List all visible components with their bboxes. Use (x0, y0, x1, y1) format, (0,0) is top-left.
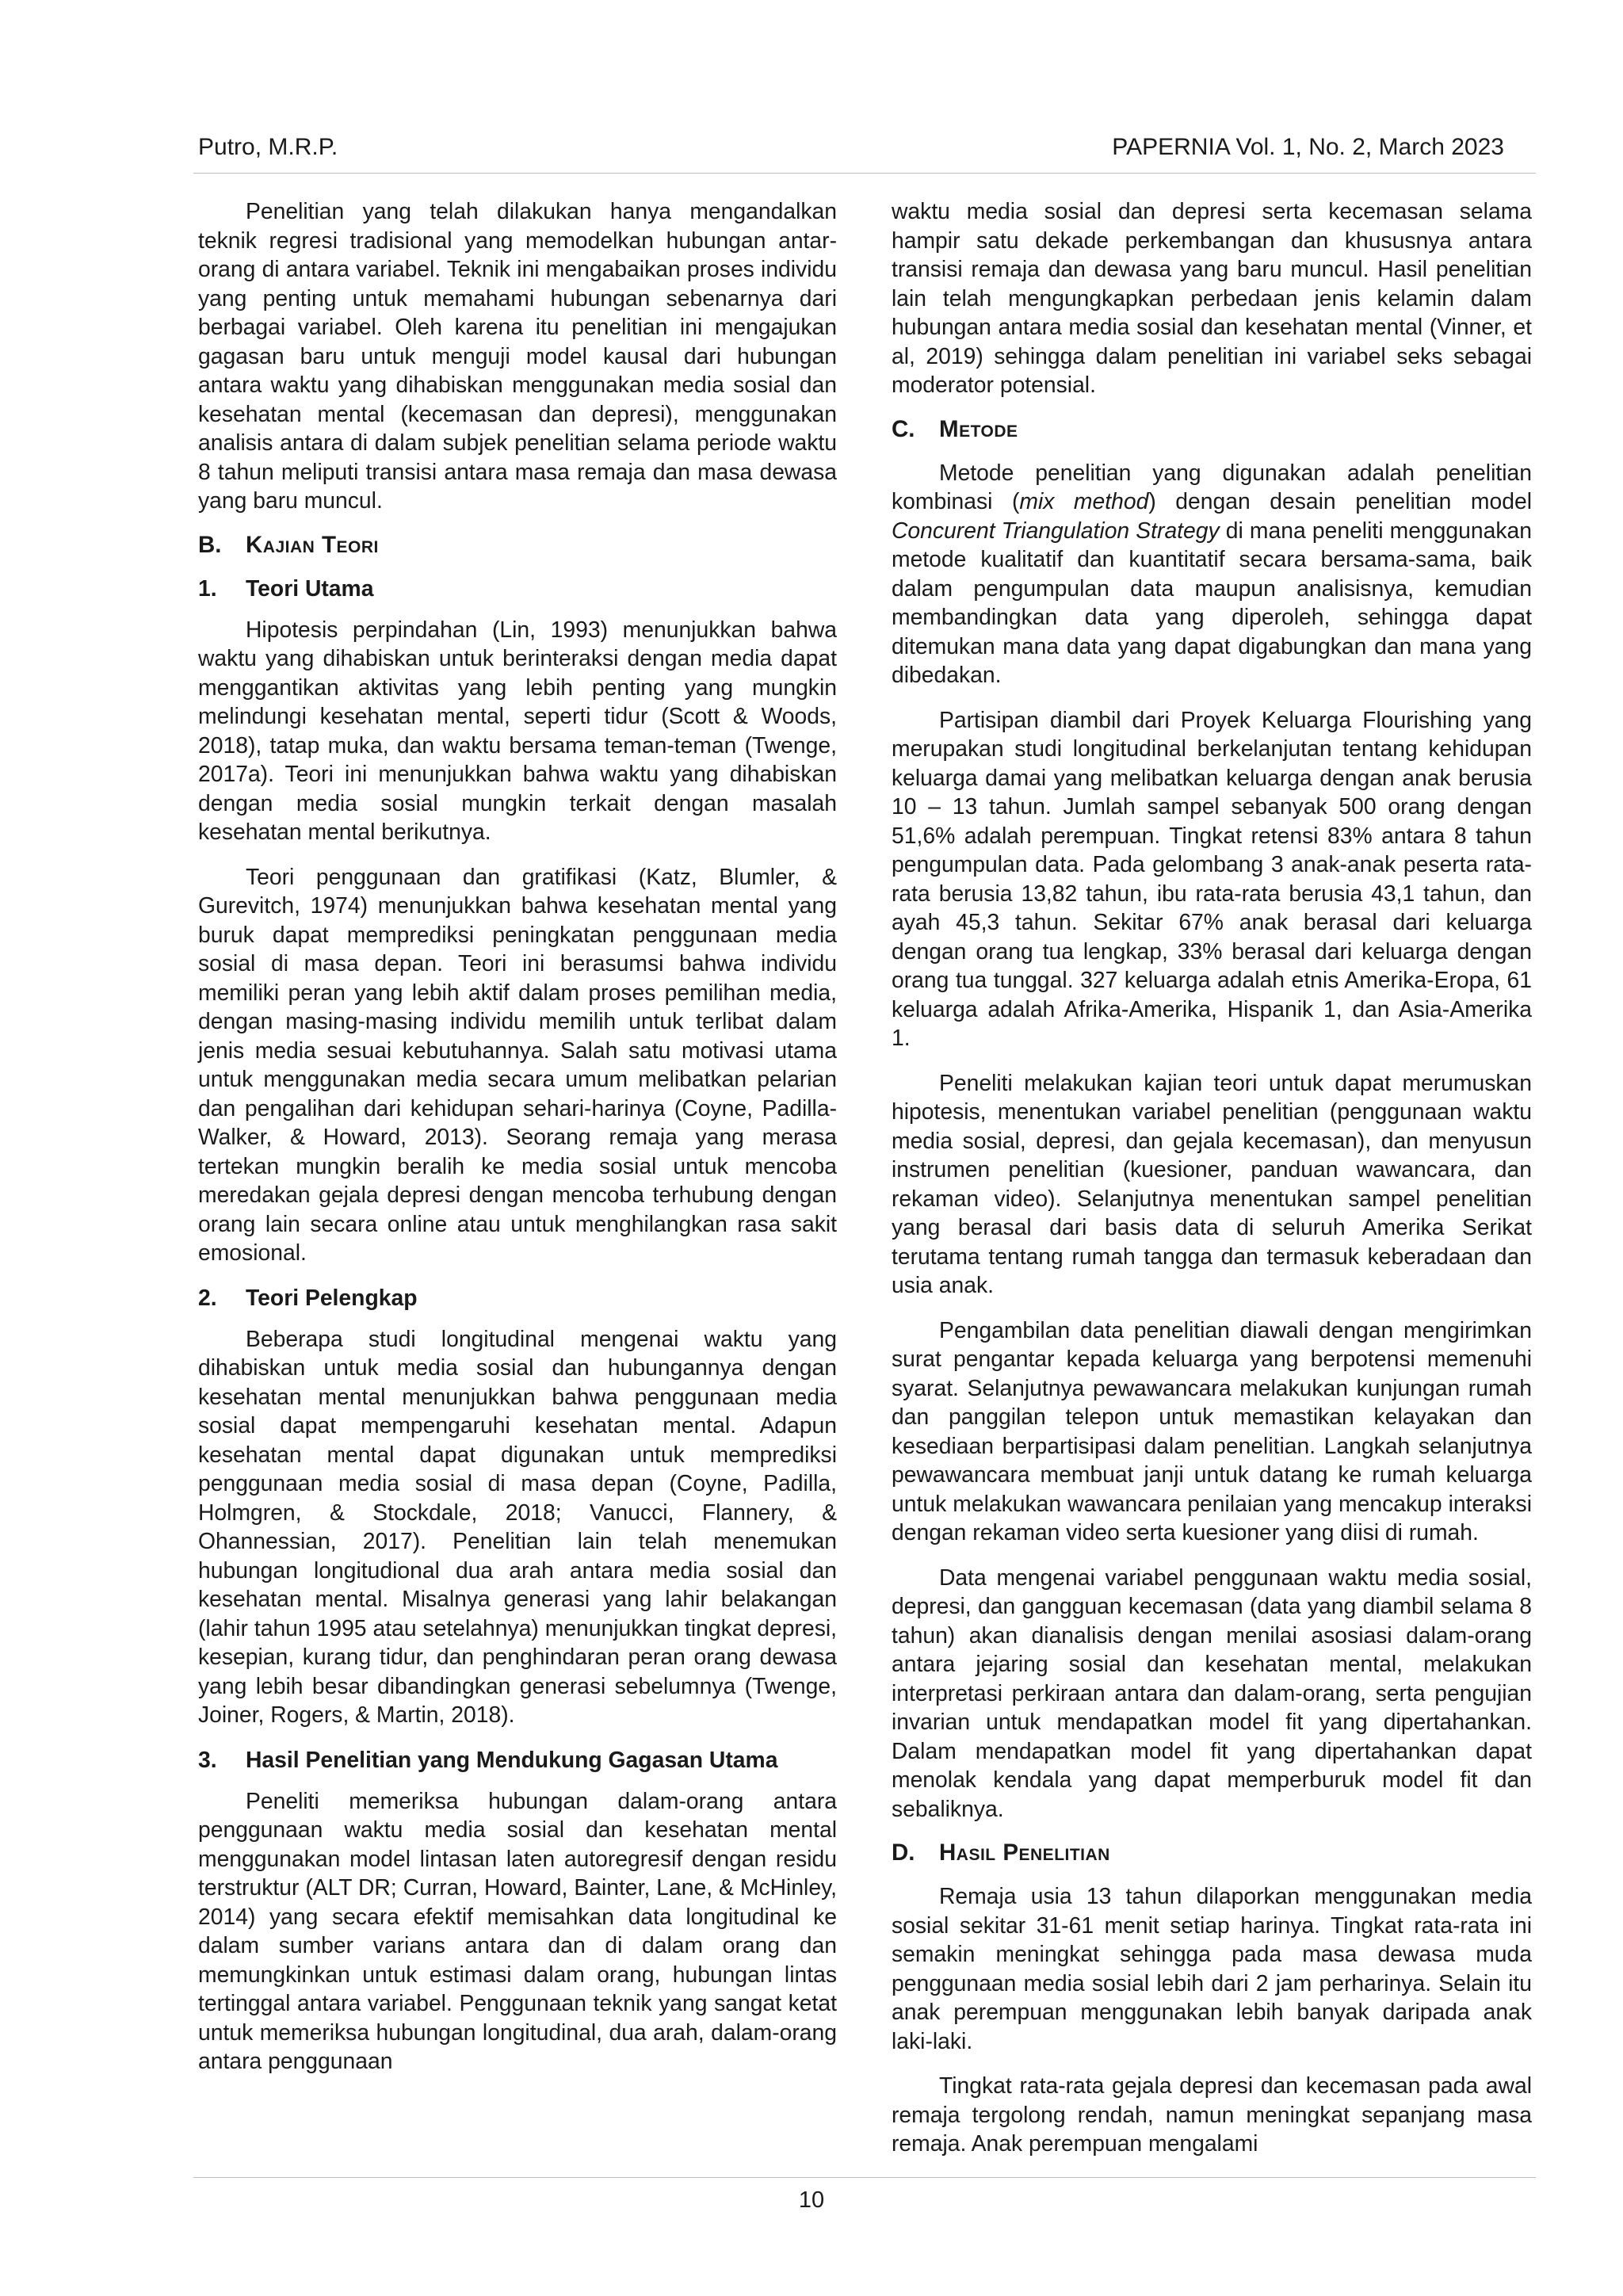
paragraph: Peneliti memeriksa hubungan dalam-orang antara penggunaan waktu media sosial dan kesehatan mental menggunakan model lintasan laten autoregresif dengan residu terstruktur (ALT DR; Curran, Howard, Bainter, Lane, & McHinley, 2014) yang secara efektif memisahkan data longitudinal ke dalam sumber varians antara dan di dalam orang dan memungkinkan untuk estimasi dalam orang, hubungan lintas tertinggal antara variabel. Penggunaan teknik yang sangat ketat untuk memeriksa hubungan longitudinal, dua arah, dalam-orang antara penggunaan (198, 1787, 837, 2073)
paragraph: Remaja usia 13 tahun dilaporkan menggunakan media sosial sekitar 31-61 menit setiap harinya. Tingkat rata-rata ini semakin meningkat sehingga pada masa dewasa muda penggunaan media sosial lebih dari 2 jam perharinya. Selain itu anak perempuan menggunakan lebih banyak daripada anak laki-laki. (892, 1883, 1532, 2053)
italic-term: mix method (1019, 488, 1149, 514)
paragraph: waktu media sosial dan depresi serta kecemasan selama hampir satu dekade perkembangan dan khususnya antara transisi remaja dan dewasa yang baru muncul. Hasil penelitian lain telah mengungkapkan perbedaan jenis kelamin dalam hubungan antara media sosial dan kesehatan mental (Vinner, et al, 2019) sehingga dalam penelitian ini variabel seks sebagai moderator potensial. (892, 198, 1532, 397)
paragraph: Peneliti melakukan kajian teori untuk dapat merumuskan hipotesis, menentukan variabel penelitian (penggunaan waktu media sosial, depresi, dan gejala kecemasan), dan menyusun instrumen penelitian (kuesioner, panduan wawancara, dan rekaman video). Selanjutnya menentukan sampel penelitian yang berasal dari basis data di seluruh Amerika Serikat terutama tentang rumah tangga dan termasuk keberadaan dan usia anak. (892, 1069, 1532, 1297)
header-author: Putro, M.R.P. (198, 134, 338, 160)
paragraph: Pengambilan data penelitian diawali dengan mengirimkan surat pengantar kepada keluarga yang berpotensi memenuhi syarat. Selanjutnya pewawancara melakukan kunjungan rumah dan panggilan telepon untuk memastikan kelayakan dan kesediaan berpartisipasi dalam penelitian. Langkah selanjutnya pewawancara membuat janji untuk datang ke rumah keluarga untuk melakukan wawancara penilaian yang mencakup interaksi dengan rekaman video serta kuesioner yang diisi di rumah. (892, 1316, 1532, 1545)
section-title: Kajian Teori (246, 531, 379, 558)
section-number: D. (892, 1839, 915, 1866)
section-number: C. (892, 415, 915, 442)
text-run: di mana peneliti menggunakan metode kualitatif dan kuantitatif secara bersama-sama, baik dalam pengumpulan data maupun analisisnya, kemudian membandingkan data yang diperoleh, sehingga dapat ditemukan mana data yang dapat digabungkan dan mana yang dibedakan. (892, 517, 1532, 687)
subsection-number: 3. (198, 1746, 217, 1772)
section-number: B. (198, 531, 222, 558)
footer-rule (193, 2177, 1536, 2178)
subsection-number: 2. (198, 1284, 217, 1310)
subsection-heading-1 (198, 574, 837, 602)
subsection-title: Teori Utama (246, 575, 374, 601)
section-title: Hasil Penelitian (939, 1839, 1110, 1866)
header-journal: PAPERNIA Vol. 1, No. 2, March 2023 (1112, 134, 1504, 160)
italic-term: Concurent Triangulation Strategy (892, 517, 1220, 543)
page-number: 10 (798, 2187, 825, 2213)
paragraph (892, 458, 1532, 690)
header-rule (193, 173, 1536, 174)
paragraph: Beberapa studi longitudinal mengenai waktu yang dihabiskan untuk media sosial dan hubungannya dengan kesehatan mental menunjukkan bahwa penggunaan media sosial dapat mempengaruhi kesehatan mental. Adapun kesehatan mental dapat digunakan untuk memprediksi penggunaan media sosial di masa depan (Coyne, Padilla, Holmgren, & Stockdale, 2018; Vanucci, Flannery, & Ohannessian, 2017). Penelitian lain telah menemukan hubungan longitudional dua arah antara media sosial dan kesehatan mental. Misalnya generasi yang lahir belakangan (lahir tahun 1995 atau setelahnya) menunjukkan tingkat depresi, kesepian, kurang tidur, dan penghindaran peran orang dewasa yang lebih besar dibandingkan generasi sebelumnya (Twenge, Joiner, Rogers, & Martin, 2018). (198, 1325, 837, 1727)
section-heading-d (892, 1839, 1532, 1867)
text-run: ) dengan desain penelitian model (1148, 488, 1532, 514)
paragraph: Partisipan diambil dari Proyek Keluarga Flourishing yang merupakan studi longitudinal berkelanjutan tentang kehidupan keluarga damai yang melibatkan keluarga dengan anak berusia 10 – 13 tahun. Jumlah sampel sebanyak 500 orang dengan 51,6% adalah perempuan. Tingkat retensi 83% antara 8 tahun pengumpulan data. Pada gelombang 3 anak-anak peserta rata-rata berusia 13,82 tahun, ibu rata-rata berusia 43,1 tahun, dan ayah 45,3 tahun. Sekitar 67% anak berasal dari keluarga dengan orang tua lengkap, 33% berasal dari keluarga dengan orang tua tunggal. 327 keluarga adalah etnis Amerika-Eropa, 61 keluarga adalah Afrika-Amerika, Hispanik 1, dan Asia-Amerika 1. (892, 706, 1532, 1050)
running-header (198, 127, 1504, 168)
section-heading-b (198, 531, 837, 560)
section-heading-c (892, 415, 1532, 444)
subsection-heading-3 (198, 1745, 837, 1774)
paragraph: Penelitian yang telah dilakukan hanya mengandalkan teknik regresi tradisional yang memodelkan hubungan antar-orang di antara variabel. Teknik ini mengabaikan proses individu yang penting untuk memahami hubungan sebenarnya dari berbagai variabel. Oleh karena itu penelitian ini mengajukan gagasan baru untuk menguji model kausal dari hubungan antara waktu yang dihabiskan menggunakan media sosial dan kesehatan mental (kecemasan dan depresi), menggunakan analisis antara di dalam subjek penelitian selama periode waktu 8 tahun meliputi transisi antara masa remaja dan masa dewasa yang baru muncul. (198, 198, 837, 513)
left-column (198, 197, 837, 2092)
text-run: Metode penelitian yang digunakan adalah penelitian kombinasi ( (892, 459, 1532, 514)
paragraph: Hipotesis perpindahan (Lin, 1993) menunjukkan bahwa waktu yang dihabiskan untuk berinteraksi dengan media dapat menggantikan aktivitas yang lebih penting yang mungkin melindungi kesehatan mental, seperti tidur (Scott & Woods, 2018), tatap muka, dan waktu bersama teman-teman (Twenge, 2017a). Teori ini menunjukkan bahwa waktu yang dihabiskan dengan media sosial mungkin terkait dengan masalah kesehatan mental berikutnya. (198, 616, 837, 844)
paragraph: Teori penggunaan dan gratifikasi (Katz, Blumler, & Gurevitch, 1974) menunjukkan bahwa kesehatan mental yang buruk dapat memprediksi peningkatan penggunaan media sosial di masa depan. Teori ini berasumsi bahwa individu memiliki peran yang lebih aktif dalam proses pemilihan media, dengan masing-masing individu memilih untuk terlibat dalam jenis media sesuai kebutuhannya. Salah satu motivasi utama untuk menggunakan media secara umum melibatkan pelarian dan pengalihan dari kehidupan sehari-harinya (Coyne, Padilla-Walker, & Howard, 2013). Seorang remaja yang merasa tertekan mungkin beralih ke media sosial untuk mencoba meredakan gejala depresi dengan mencoba terhubung dengan orang lain secara online atau untuk menghilangkan rasa sakit emosional. (198, 863, 837, 1265)
paragraph: Data mengenai variabel penggunaan waktu media sosial, depresi, dan gangguan kecemasan (data yang diambil selama 8 tahun) akan dianalisis dengan menilai asosiasi dalam-orang antara jejaring sosial dan kesehatan mental, melakukan interpretasi perkiraan antara dan dalam-orang, serta pengujian invarian untuk mendapatkan model fit yang dipertahankan. Dalam mendapatkan model fit yang dipertahankan dapat menolak kendala yang dapat memperburuk model fit dan sebaliknya. (892, 1564, 1532, 1821)
subsection-heading-2 (198, 1283, 837, 1312)
subsection-title: Teori Pelengkap (246, 1284, 418, 1310)
subsection-number: 1. (198, 575, 217, 601)
right-column (892, 197, 1532, 2174)
subsection-title: Hasil Penelitian yang Mendukung Gagasan Utama (246, 1746, 778, 1772)
section-title: Metode (939, 415, 1018, 442)
paragraph: Tingkat rata-rata gejala depresi dan kecemasan pada awal remaja tergolong rendah, namun meningkat sepanjang masa remaja. Anak perempuan mengalami (892, 2073, 1532, 2156)
